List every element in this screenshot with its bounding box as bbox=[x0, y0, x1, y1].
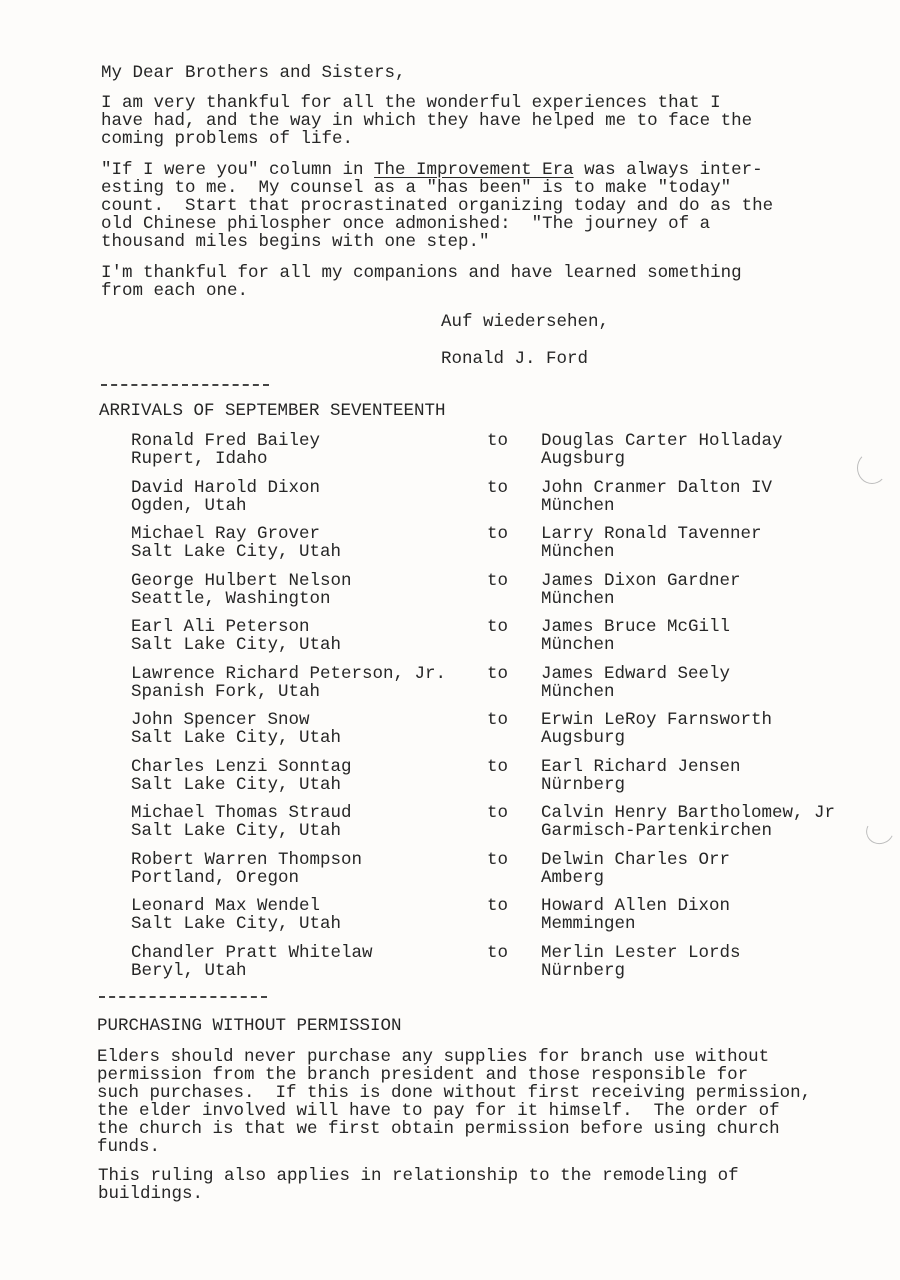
connector-text: to bbox=[487, 663, 509, 684]
connector-text: to bbox=[487, 803, 509, 823]
arrival-row bbox=[131, 525, 900, 565]
assigned-city: München bbox=[541, 588, 615, 609]
assignment-cell bbox=[541, 432, 783, 468]
text-line: esting to me. My counsel as a "has been" is to make "today" bbox=[101, 178, 732, 198]
assignment-cell bbox=[541, 479, 772, 515]
connector-text: to bbox=[487, 896, 509, 916]
missionary-hometown: Salt Lake City, Utah bbox=[131, 728, 342, 748]
companion-name: Howard Allen Dixon bbox=[541, 896, 731, 916]
missionary-hometown: Beryl, Utah bbox=[131, 960, 247, 981]
purchasing-paragraph-1 bbox=[97, 1048, 811, 1156]
companion-name: John Cranmer Dalton IV bbox=[541, 477, 773, 498]
purchasing-heading bbox=[97, 1017, 402, 1035]
connector-text: to bbox=[487, 710, 509, 730]
missionary-hometown: Salt Lake City, Utah bbox=[131, 914, 342, 934]
letter-paragraph-3 bbox=[101, 264, 742, 300]
missionary-name: Chandler Pratt Whitelaw bbox=[131, 942, 373, 963]
text-line: count. Start that procrastinated organizing today and do as the bbox=[101, 196, 774, 216]
arrival-row bbox=[131, 758, 900, 798]
connector-text: to bbox=[487, 570, 509, 591]
text-line: such purchases. If this is done without first receiving permission, bbox=[97, 1083, 812, 1103]
text-line: This ruling also applies in relationship to the remodeling of bbox=[98, 1166, 739, 1186]
assigned-city: Garmisch-Partenkirchen bbox=[541, 821, 773, 841]
assigned-city: München bbox=[541, 542, 615, 562]
missionary-hometown: Salt Lake City, Utah bbox=[131, 774, 342, 795]
assigned-city: München bbox=[541, 681, 615, 702]
arrival-row bbox=[131, 665, 900, 705]
text-line: permission from the branch president and those responsible for bbox=[97, 1065, 749, 1085]
companion-name: James Bruce McGill bbox=[541, 617, 731, 637]
missionary-hometown: Salt Lake City, Utah bbox=[131, 635, 342, 655]
paper-mark bbox=[857, 452, 887, 484]
companion-name: Calvin Henry Bartholomew, Jr bbox=[541, 803, 836, 823]
assignment-cell bbox=[541, 804, 835, 840]
missionary-cell bbox=[131, 711, 341, 747]
section-divider bbox=[99, 996, 267, 998]
arrival-row bbox=[131, 711, 900, 751]
text-line: old Chinese philospher once admonished: "The journey of a bbox=[101, 214, 711, 234]
text-line bbox=[101, 161, 773, 179]
missionary-cell bbox=[131, 665, 446, 701]
assignment-cell bbox=[541, 665, 730, 701]
missionary-cell bbox=[131, 525, 341, 561]
text-line: from each one. bbox=[101, 281, 249, 301]
assigned-city: München bbox=[541, 495, 615, 516]
missionary-cell bbox=[131, 432, 320, 468]
missionary-name: Michael Ray Grover bbox=[131, 524, 321, 544]
companion-name: James Dixon Gardner bbox=[541, 570, 741, 591]
signature-text: Ronald J. Ford bbox=[441, 349, 589, 369]
missionary-name: Michael Thomas Straud bbox=[131, 803, 352, 823]
connector-text: to bbox=[487, 849, 509, 870]
closing-text: Auf wiedersehen, bbox=[441, 312, 610, 332]
text-line: Elders should never purchase any supplies for branch use without bbox=[97, 1047, 770, 1067]
assignment-cell bbox=[541, 851, 730, 887]
text-line: the church is that we first obtain permission before using church bbox=[97, 1119, 780, 1139]
text-line: buildings. bbox=[98, 1184, 204, 1204]
assignment-cell bbox=[541, 572, 741, 608]
purchasing-paragraph-2 bbox=[98, 1167, 739, 1203]
missionary-cell bbox=[131, 479, 320, 515]
missionary-hometown: Ogden, Utah bbox=[131, 495, 247, 516]
missionary-cell bbox=[131, 851, 362, 887]
text-line: I am very thankful for all the wonderful experiences that I bbox=[101, 93, 721, 113]
closing bbox=[441, 313, 609, 331]
salutation bbox=[101, 64, 406, 82]
missionary-name: Earl Ali Peterson bbox=[131, 617, 310, 637]
letter-paragraph-1 bbox=[101, 94, 752, 148]
text-fragment: was always inter- bbox=[573, 160, 763, 180]
connector-text: to bbox=[487, 524, 509, 544]
section-divider bbox=[101, 384, 269, 386]
missionary-name: Robert Warren Thompson bbox=[131, 849, 363, 870]
assignment-cell bbox=[541, 711, 772, 747]
companion-name: Larry Ronald Tavenner bbox=[541, 524, 762, 544]
text-line: coming problems of life. bbox=[101, 129, 354, 149]
arrival-row bbox=[131, 897, 900, 937]
companion-name: Merlin Lester Lords bbox=[541, 942, 741, 963]
text-line: funds. bbox=[97, 1137, 161, 1157]
connector-text: to bbox=[487, 431, 509, 451]
publication-title: The Improvement Era bbox=[374, 160, 574, 180]
missionary-cell bbox=[131, 572, 352, 608]
assignment-cell bbox=[541, 525, 762, 561]
companion-name: Delwin Charles Orr bbox=[541, 849, 731, 870]
assigned-city: Memmingen bbox=[541, 914, 636, 934]
assigned-city: Nürnberg bbox=[541, 774, 626, 795]
text-line: thousand miles begins with one step." bbox=[101, 232, 490, 252]
missionary-hometown: Seattle, Washington bbox=[131, 588, 331, 609]
missionary-cell bbox=[131, 944, 373, 980]
missionary-hometown: Salt Lake City, Utah bbox=[131, 821, 342, 841]
missionary-name: David Harold Dixon bbox=[131, 477, 321, 498]
missionary-cell bbox=[131, 897, 341, 933]
letter-paragraph-2 bbox=[101, 161, 773, 251]
missionary-cell bbox=[131, 758, 352, 794]
arrival-row bbox=[131, 944, 900, 984]
arrival-row bbox=[131, 572, 900, 612]
arrival-row bbox=[131, 618, 900, 658]
companion-name: Erwin LeRoy Farnsworth bbox=[541, 710, 773, 730]
missionary-name: Charles Lenzi Sonntag bbox=[131, 756, 352, 777]
missionary-name: Ronald Fred Bailey bbox=[131, 431, 321, 451]
arrival-row bbox=[131, 804, 900, 844]
connector-text: to bbox=[487, 942, 509, 963]
companion-name: Douglas Carter Holladay bbox=[541, 431, 783, 451]
missionary-hometown: Spanish Fork, Utah bbox=[131, 681, 321, 702]
missionary-cell bbox=[131, 618, 341, 654]
companion-name: Earl Richard Jensen bbox=[541, 756, 741, 777]
assignment-cell bbox=[541, 758, 741, 794]
signature bbox=[441, 350, 588, 368]
text-line: have had, and the way in which they have helped me to face the bbox=[101, 111, 753, 131]
missionary-name: Lawrence Richard Peterson, Jr. bbox=[131, 663, 447, 684]
heading-text: ARRIVALS OF SEPTEMBER SEVENTEENTH bbox=[99, 401, 446, 421]
assigned-city: Augsburg bbox=[541, 728, 626, 748]
arrivals-heading bbox=[99, 402, 446, 420]
assigned-city: Nürnberg bbox=[541, 960, 626, 981]
assigned-city: Augsburg bbox=[541, 449, 626, 469]
missionary-name: George Hulbert Nelson bbox=[131, 570, 352, 591]
connector-text: to bbox=[487, 617, 509, 637]
assigned-city: München bbox=[541, 635, 615, 655]
text-line: I'm thankful for all my companions and have learned something bbox=[101, 263, 742, 283]
salutation-text: My Dear Brothers and Sisters, bbox=[101, 63, 406, 83]
assigned-city: Amberg bbox=[541, 867, 605, 888]
text-fragment: "If I were you" column in bbox=[101, 160, 375, 180]
missionary-name: John Spencer Snow bbox=[131, 710, 310, 730]
arrival-row bbox=[131, 851, 900, 891]
missionary-hometown: Rupert, Idaho bbox=[131, 449, 268, 469]
arrivals-table bbox=[131, 432, 900, 992]
text-line: the elder involved will have to pay for it himself. The order of bbox=[97, 1101, 780, 1121]
missionary-hometown: Portland, Oregon bbox=[131, 867, 300, 888]
assignment-cell bbox=[541, 944, 741, 980]
arrival-row bbox=[131, 432, 900, 472]
missionary-hometown: Salt Lake City, Utah bbox=[131, 542, 342, 562]
assignment-cell bbox=[541, 897, 730, 933]
heading-text: PURCHASING WITHOUT PERMISSION bbox=[97, 1016, 402, 1036]
arrival-row bbox=[131, 479, 900, 519]
assignment-cell bbox=[541, 618, 730, 654]
missionary-name: Leonard Max Wendel bbox=[131, 896, 321, 916]
missionary-cell bbox=[131, 804, 352, 840]
connector-text: to bbox=[487, 477, 509, 498]
companion-name: James Edward Seely bbox=[541, 663, 731, 684]
connector-text: to bbox=[487, 756, 509, 777]
